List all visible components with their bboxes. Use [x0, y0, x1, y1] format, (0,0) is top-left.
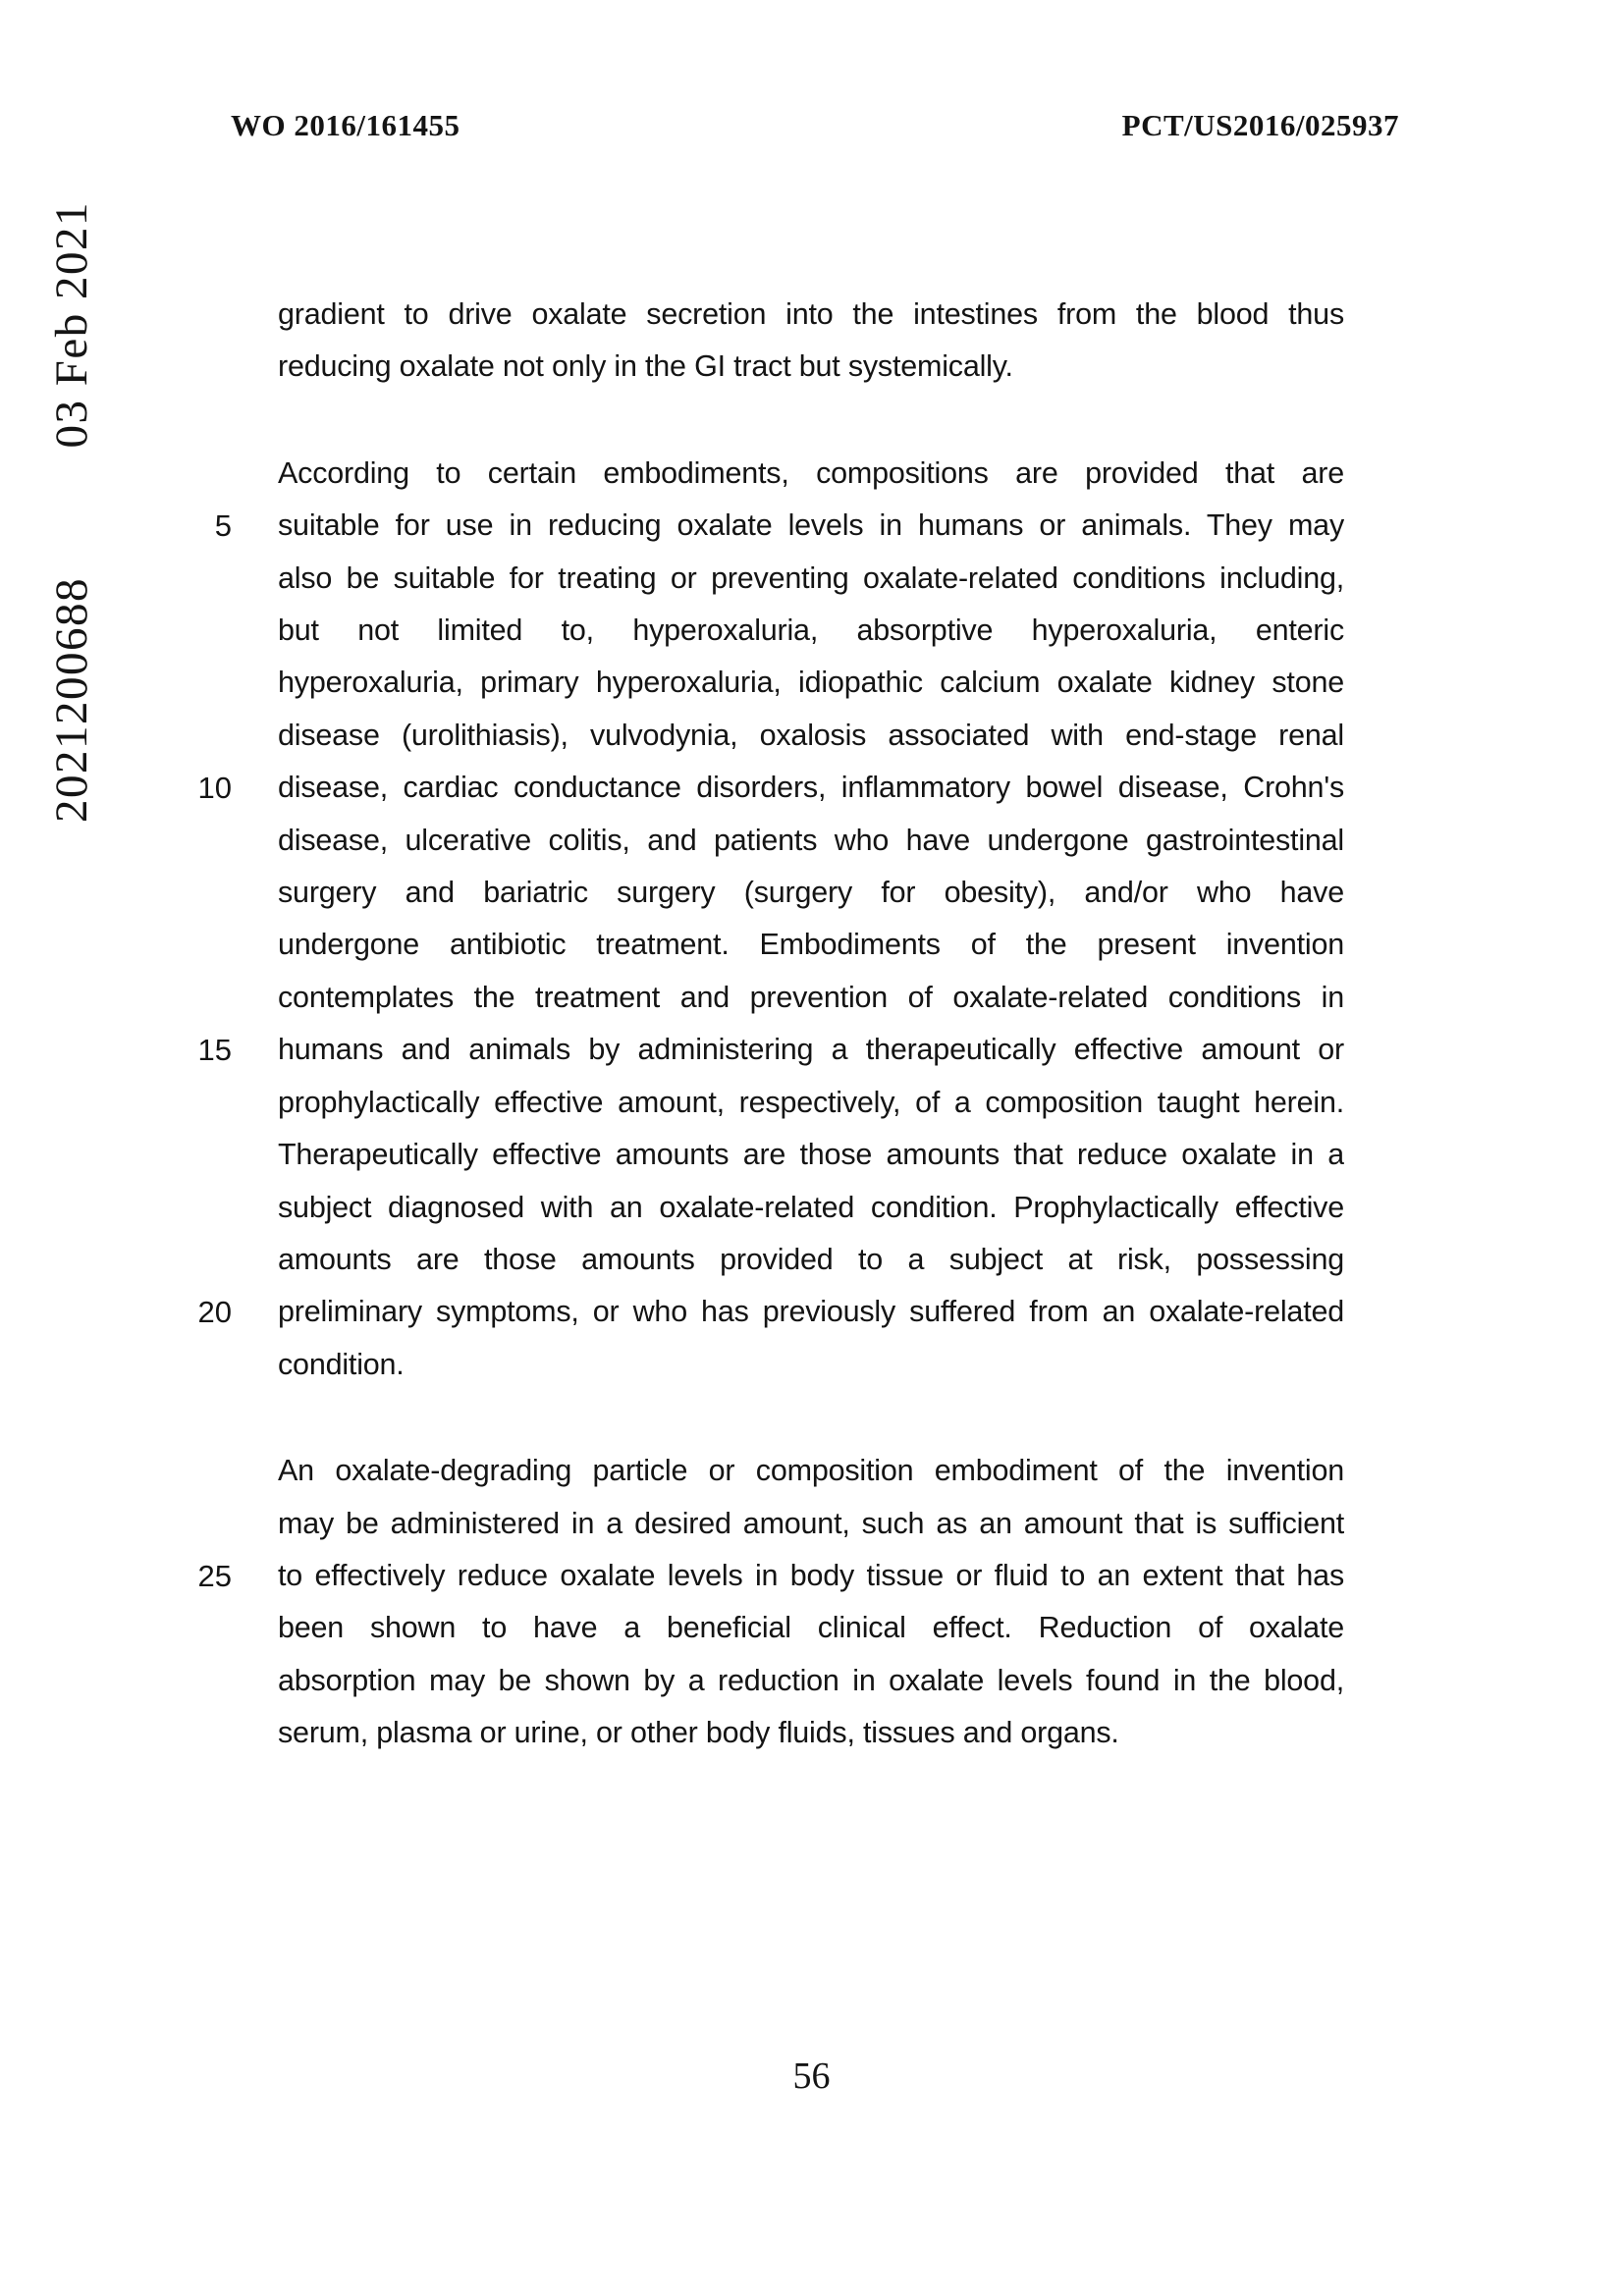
line-number: 15: [197, 1033, 232, 1068]
text-line: suitable for use in reducing oxalate levels in humans or animals. They may: [278, 508, 1344, 543]
text-line: disease, cardiac conductance disorders, inflammatory bowel disease, Crohn's: [278, 771, 1344, 805]
text-line: also be suitable for treating or preventing oxalate-related conditions including,: [278, 561, 1344, 595]
text-line-row: [197, 1550, 1344, 1602]
text-line-row: [278, 341, 1344, 393]
text-line-row: [278, 1602, 1344, 1654]
text-line-row: [214, 500, 1344, 552]
text-line: serum, plasma or urine, or other body fluids, tissues and organs.: [278, 1716, 1119, 1750]
text-line-row: [278, 1339, 1344, 1391]
text-line: absorption may be shown by a reduction in oxalate levels found in the blood,: [278, 1663, 1344, 1697]
text-line: preliminary symptoms, or who has previously suffered from an oxalate-related: [278, 1295, 1344, 1329]
text-line-row: [197, 1024, 1344, 1076]
text-line-row: [278, 1498, 1344, 1550]
text-line: Therapeutically effective amounts are those amounts that reduce oxalate in a: [278, 1138, 1344, 1172]
page-footer: [0, 2055, 1623, 2098]
text-line: to effectively reduce oxalate levels in body tissue or fluid to an extent that has: [278, 1558, 1344, 1592]
publication-number: WO 2016/161455: [231, 108, 460, 142]
text-line-row: [278, 867, 1344, 919]
text-line-row: [278, 448, 1344, 500]
text-line-row: [278, 972, 1344, 1024]
text-line: been shown to have a beneficial clinical effect. Reduction of oxalate: [278, 1611, 1344, 1645]
line-number: 5: [214, 508, 232, 544]
application-reference: PCT/US2016/025937: [1121, 108, 1399, 142]
text-line-row: [278, 815, 1344, 867]
text-line: gradient to drive oxalate secretion into the intestines from the blood thus: [278, 297, 1344, 331]
text-line-row: [197, 1286, 1344, 1338]
text-line: undergone antibiotic treatment. Embodiments of the present invention: [278, 928, 1344, 962]
text-line: An oxalate-degrading particle or composition embodiment of the invention: [278, 1454, 1344, 1488]
text-line: hyperoxaluria, primary hyperoxaluria, idiopathic calcium oxalate kidney stone: [278, 666, 1344, 700]
text-line: disease, ulcerative colitis, and patients who have undergone gastrointestinal: [278, 823, 1344, 857]
text-line-row: [278, 919, 1344, 971]
text-line-row: [278, 605, 1344, 657]
text-line-row: [278, 1182, 1344, 1234]
paragraph: [197, 1445, 1344, 1759]
text-line: According to certain embodiments, compositions are provided that are: [278, 455, 1344, 490]
text-line-row: [278, 289, 1344, 341]
line-number: 25: [197, 1558, 232, 1593]
text-line: disease (urolithiasis), vulvodynia, oxalosis associated with end-stage renal: [278, 718, 1344, 752]
text-line: but not limited to, hyperoxaluria, absorptive hyperoxaluria, enteric: [278, 614, 1344, 648]
text-line: reducing oxalate not only in the GI tract but systemically.: [278, 349, 1013, 384]
paragraph: [197, 448, 1344, 1391]
text-line: contemplates the treatment and prevention of oxalate-related conditions in: [278, 980, 1344, 1014]
text-line-row: [278, 1655, 1344, 1707]
text-line-row: [278, 1445, 1344, 1497]
text-line: humans and animals by administering a therapeutically effective amount or: [278, 1033, 1344, 1067]
text-line-row: [278, 710, 1344, 762]
margin-stamp: [45, 201, 98, 823]
text-line: amounts are those amounts provided to a subject at risk, possessing: [278, 1242, 1344, 1276]
line-number: 20: [197, 1295, 232, 1330]
text-line-row: [278, 1707, 1344, 1759]
text-line: may be administered in a desired amount, such as an amount that is sufficient: [278, 1506, 1344, 1540]
text-line-row: [278, 1129, 1344, 1181]
text-line-row: [197, 762, 1344, 814]
text-line-row: [278, 1234, 1344, 1286]
text-line-row: [278, 1077, 1344, 1129]
text-line-row: [278, 657, 1344, 709]
document-body: [197, 289, 1344, 1814]
text-line: surgery and bariatric surgery (surgery for obesity), and/or who have: [278, 876, 1344, 910]
text-line: subject diagnosed with an oxalate-related condition. Prophylactically effective: [278, 1190, 1344, 1224]
page-header: [231, 108, 1399, 143]
paragraph: [278, 289, 1344, 394]
text-line: condition.: [278, 1347, 405, 1381]
line-number: 10: [197, 771, 232, 806]
text-line-row: [278, 553, 1344, 605]
page-number: 56: [792, 2056, 831, 2097]
stamp-application-number: 2021200688: [46, 577, 97, 823]
text-line: prophylactically effective amount, respectively, of a composition taught herein.: [278, 1085, 1344, 1119]
stamp-date: 03 Feb 2021: [46, 201, 97, 449]
